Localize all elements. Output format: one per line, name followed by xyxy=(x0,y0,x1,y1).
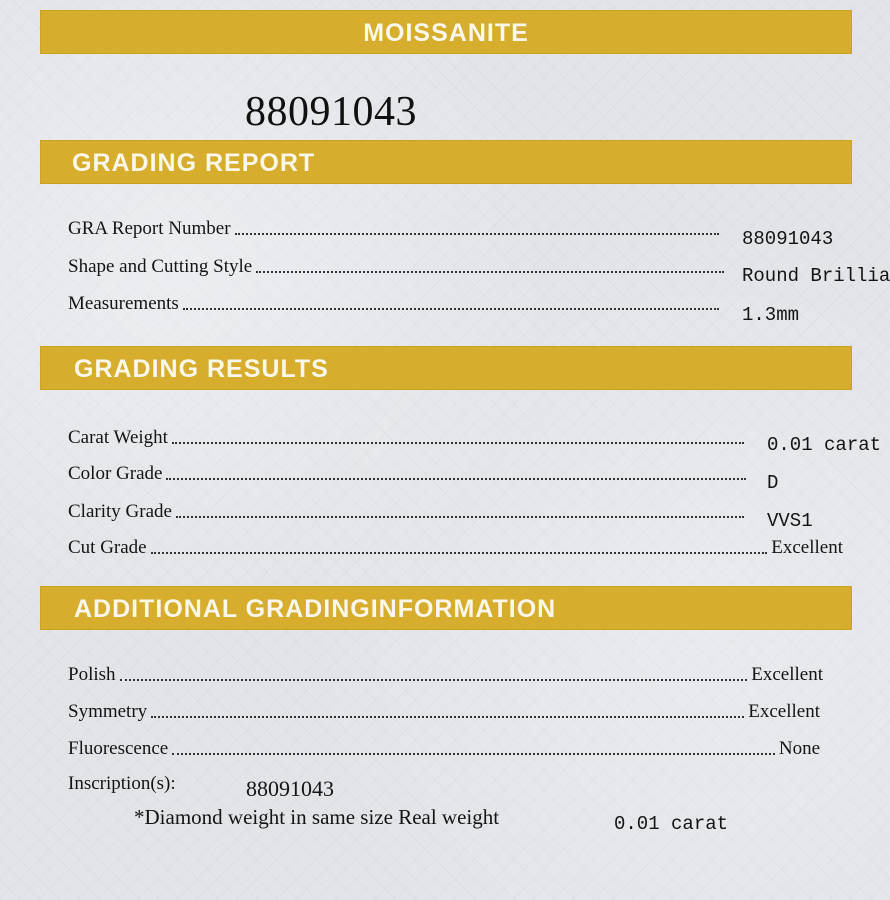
shape-value: Round Brillia xyxy=(742,265,890,287)
additional-row-polish xyxy=(68,660,823,686)
report-row-measurements xyxy=(68,289,723,315)
inscription-value: 88091043 xyxy=(246,776,334,801)
measurements-value: 1.3mm xyxy=(742,304,800,326)
leader-dots xyxy=(151,716,744,718)
additional-info-banner xyxy=(40,586,852,630)
fluorescence-value: None xyxy=(778,738,820,759)
report-row-shape xyxy=(68,252,728,278)
leader-dots xyxy=(256,271,724,273)
grading-results-title: GRADING RESULTS xyxy=(74,355,329,383)
report-number-value: 88091043 xyxy=(742,228,834,250)
symmetry-label: Symmetry xyxy=(68,701,148,722)
shape-label: Shape and Cutting Style xyxy=(68,256,253,277)
color-grade-label: Color Grade xyxy=(68,463,163,484)
leader-dots xyxy=(172,753,775,755)
clarity-grade-label: Clarity Grade xyxy=(68,501,172,522)
weight-note: *Diamond weight in same size Real weight xyxy=(134,805,500,829)
grading-results-banner xyxy=(40,346,852,390)
carat-weight-label: Carat Weight xyxy=(68,427,168,448)
grading-report-banner xyxy=(40,140,852,184)
real-weight-value: 0.01 carat xyxy=(614,813,729,835)
leader-dots xyxy=(183,308,719,310)
color-grade-value: D xyxy=(767,472,779,494)
leader-dots xyxy=(235,233,719,235)
additional-row-symmetry xyxy=(68,697,820,723)
additional-info-title: ADDITIONAL GRADINGINFORMATION xyxy=(74,595,557,623)
leader-dots xyxy=(166,478,746,480)
results-row-clarity xyxy=(68,497,748,523)
results-row-cut xyxy=(68,533,843,559)
leader-dots xyxy=(120,679,748,681)
fluorescence-label: Fluorescence xyxy=(68,738,169,759)
cut-grade-value: Excellent xyxy=(771,537,843,558)
leader-dots xyxy=(172,442,744,444)
moissanite-title: MOISSANITE xyxy=(363,19,529,47)
leader-dots xyxy=(176,516,744,518)
certificate-serial-number: 88091043 xyxy=(245,89,417,135)
leader-dots xyxy=(151,552,768,554)
grading-report-title: GRADING REPORT xyxy=(72,149,316,177)
cut-grade-label: Cut Grade xyxy=(68,537,147,558)
report-number-label: GRA Report Number xyxy=(68,218,231,239)
polish-value: Excellent xyxy=(751,664,823,685)
report-row-number xyxy=(68,214,723,240)
results-row-carat xyxy=(68,423,748,449)
measurements-label: Measurements xyxy=(68,293,179,314)
symmetry-value: Excellent xyxy=(748,701,820,722)
results-row-color xyxy=(68,459,750,485)
carat-weight-value: 0.01 carat xyxy=(767,434,882,456)
inscription-label: Inscription(s): xyxy=(68,773,176,794)
additional-row-fluorescence xyxy=(68,734,820,760)
moissanite-banner xyxy=(40,10,852,54)
polish-label: Polish xyxy=(68,664,116,685)
clarity-grade-value: VVS1 xyxy=(767,510,813,532)
